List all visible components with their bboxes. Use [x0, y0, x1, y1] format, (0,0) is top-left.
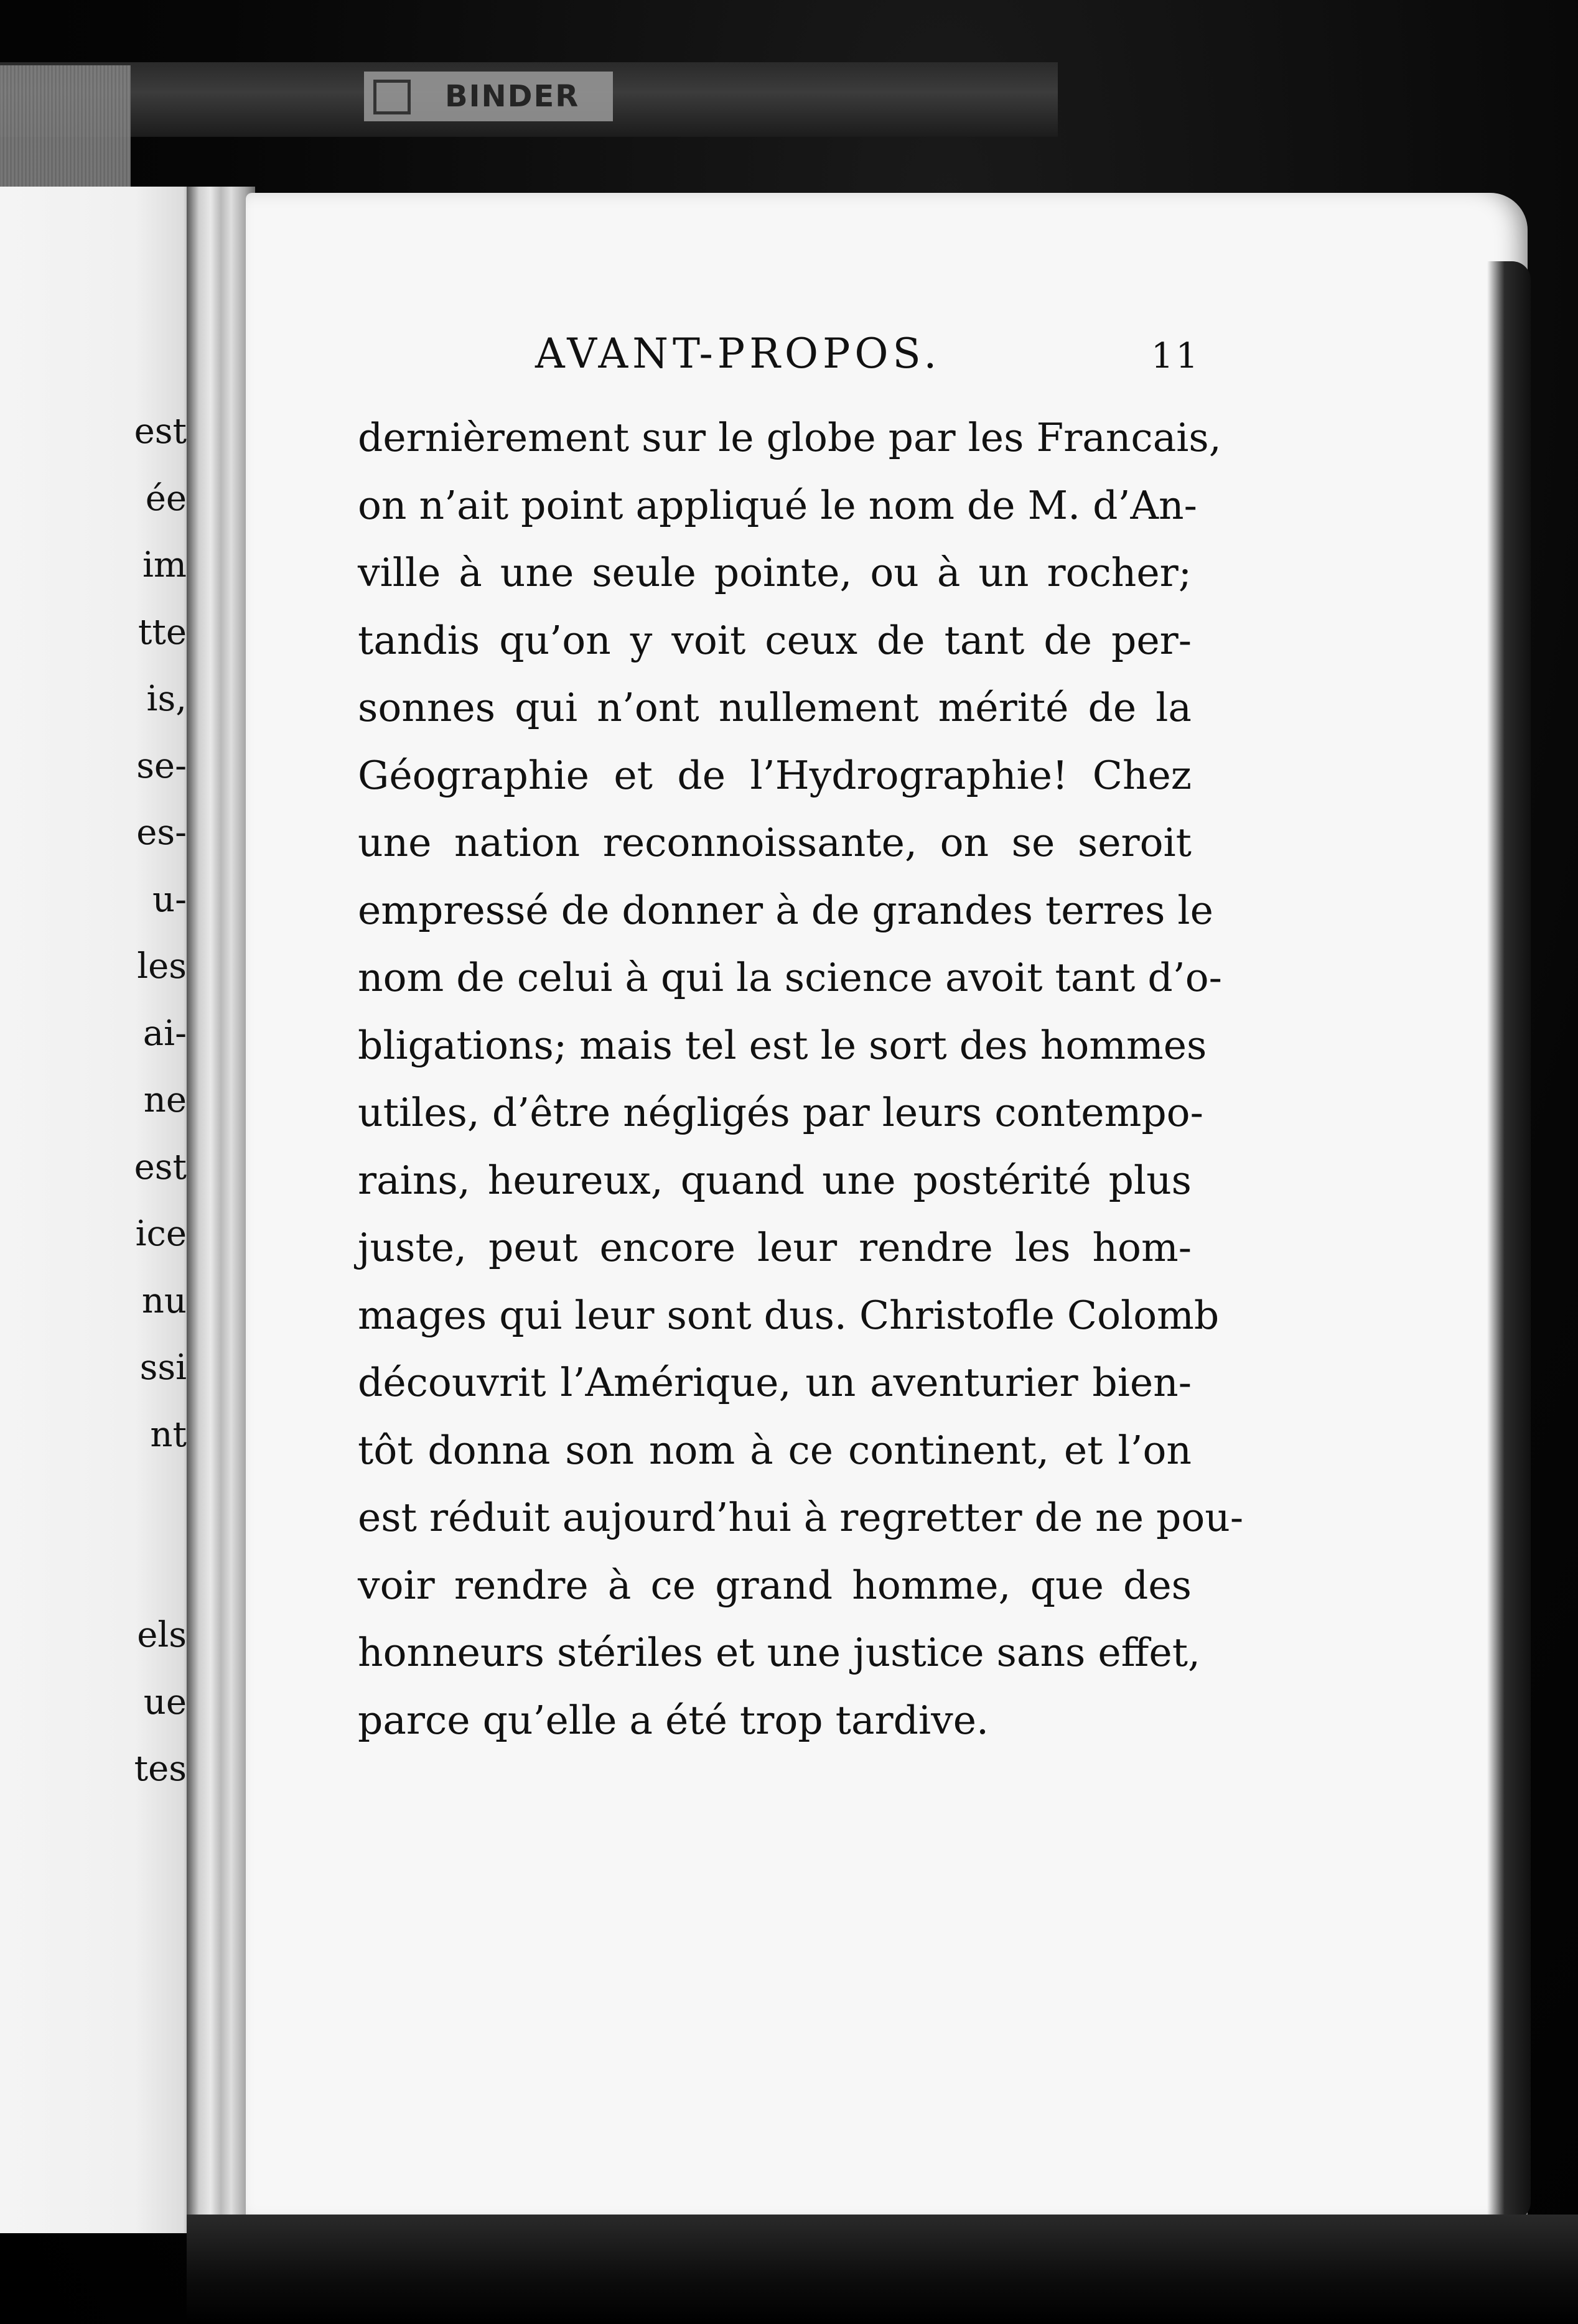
text-line: parce qu’elle a été trop tardive.: [358, 1697, 989, 1743]
page-edge: [1487, 261, 1531, 2221]
binder-label: BINDER: [364, 72, 613, 121]
text-line: tandis qu’on y voit ceux de tant de per-: [358, 617, 1192, 663]
book-bottom-edge: [187, 2215, 1578, 2324]
running-head: AVANT-PROPOS.: [535, 330, 941, 378]
left-page-fragment: ue: [143, 1681, 187, 1722]
text-line: voir rendre à ce grand homme, que des: [358, 1562, 1192, 1608]
left-page-fragment: nu: [141, 1280, 187, 1321]
left-page-fragment: ice: [135, 1214, 187, 1254]
left-page-fragment: ne: [143, 1080, 187, 1120]
text-line: honneurs stériles et une justice sans effet,: [358, 1630, 1201, 1675]
left-page-fragment: es-: [136, 812, 187, 853]
text-line: tôt donna son nom à ce continent, et l’on: [358, 1427, 1192, 1473]
left-page-fragment: les: [137, 946, 187, 987]
text-line: Géographie et de l’Hydrographie! Chez: [358, 752, 1192, 798]
text-line: juste, peut encore leur rendre les hom-: [358, 1225, 1192, 1270]
text-line: rains, heureux, quand une postérité plus: [358, 1157, 1192, 1203]
text-line: empressé de donner à de grandes terres le: [358, 887, 1213, 933]
text-line: mages qui leur sont dus. Christofle Colomb: [358, 1292, 1220, 1338]
binder-cloth: [0, 65, 131, 196]
page-number: 11: [1151, 336, 1201, 376]
left-page-fragment: nt: [150, 1414, 187, 1455]
text-line: utiles, d’être négligés par leurs contempo-: [358, 1090, 1203, 1135]
left-page-fragment: is,: [146, 679, 187, 719]
text-line: nom de celui à qui la science avoit tant d’o-: [358, 955, 1222, 1000]
left-page-fragment: els: [137, 1615, 187, 1655]
left-page-fragment: est: [134, 1146, 187, 1188]
left-page-fragment: [0, 1535, 187, 1602]
text-line: une nation reconnoissante, on se seroit: [358, 820, 1192, 865]
left-page-fragment: u-: [152, 879, 187, 920]
left-page-fragment: ssi: [139, 1347, 187, 1388]
text-line: découvrit l’Amérique, un aventurier bien-: [358, 1360, 1192, 1405]
left-page-fragment: [0, 1468, 187, 1535]
binder-box-icon: [373, 80, 411, 114]
left-page-fragment: ai-: [142, 1013, 187, 1054]
left-page-fragment: tes: [134, 1749, 187, 1789]
body-text: [358, 404, 1244, 1754]
text-line: sonnes qui n’ont nullement mérité de la: [358, 685, 1192, 730]
text-line: on n’ait point appliqué le nom de M. d’An-: [358, 482, 1197, 528]
left-page-text: [0, 398, 187, 1803]
text-line: est réduit aujourd’hui à regretter de ne pou-: [358, 1495, 1244, 1540]
text-line: ville à une seule pointe, ou à un rocher;: [358, 550, 1192, 595]
left-page-fragment: se-: [136, 745, 187, 786]
page-gutter: [187, 187, 255, 2233]
left-page-fragment: im: [142, 545, 187, 585]
left-page-fragment: est: [134, 411, 187, 452]
text-line: bligations; mais tel est le sort des hommes: [358, 1022, 1207, 1068]
left-page-fragment: tte: [138, 611, 187, 653]
text-line: dernièrement sur le globe par les Francais,: [358, 415, 1221, 460]
left-page-fragment: ée: [145, 478, 187, 519]
